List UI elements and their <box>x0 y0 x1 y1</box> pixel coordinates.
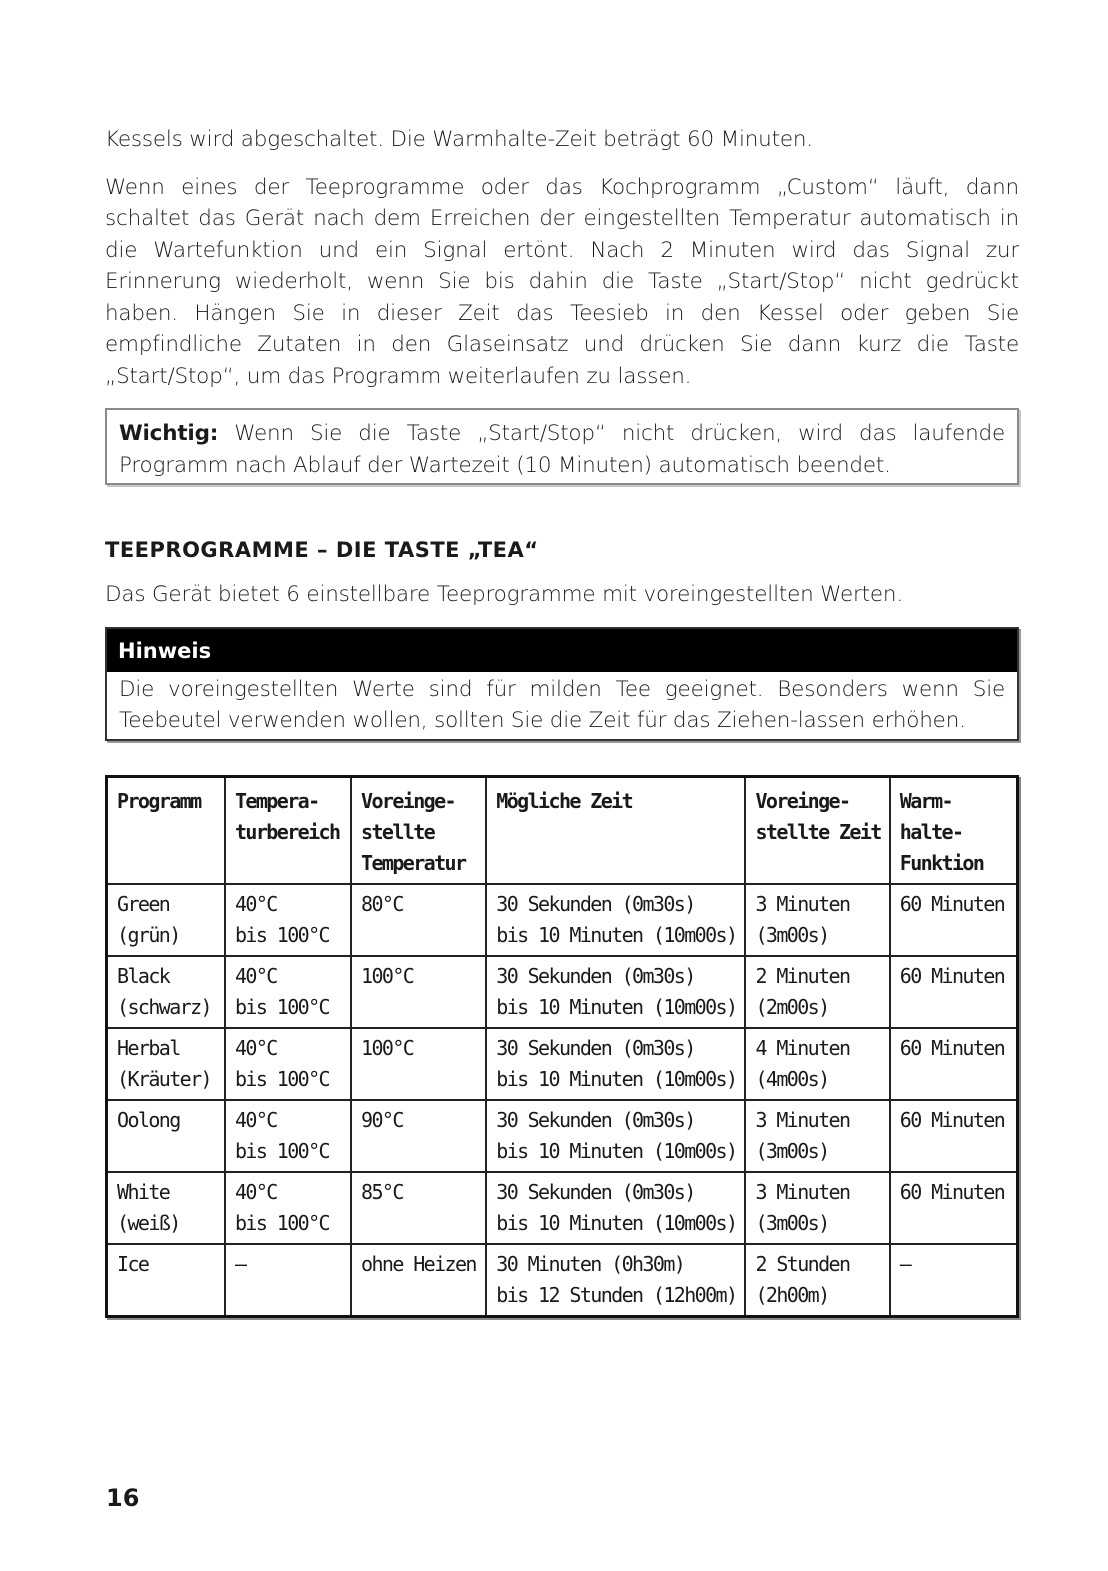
cell-line: 80°C <box>361 891 403 916</box>
hinweis-title: Hinweis <box>107 629 1017 672</box>
cell-line: (schwarz) <box>117 994 211 1019</box>
cell-line: 30 Minuten (0h30m) <box>496 1251 685 1276</box>
table-cell <box>107 884 225 956</box>
cell-line: 100°C <box>361 963 414 988</box>
cell-line: 40°C <box>234 1179 277 1204</box>
cell-line: – <box>899 1251 911 1276</box>
document-page <box>105 120 1019 1318</box>
cell-line: 60 Minuten <box>899 1035 1005 1060</box>
table-row <box>107 884 1018 956</box>
table-cell <box>486 1172 745 1244</box>
header-line: halte- <box>899 819 963 844</box>
table-cell <box>890 1172 1018 1244</box>
cell-line: (2m00s) <box>755 994 829 1019</box>
cell-line: – <box>234 1251 246 1276</box>
hinweis-box <box>105 627 1019 741</box>
cell-line: 3 Minuten <box>755 891 850 916</box>
cell-line: bis 10 Minuten (10m00s) <box>496 922 737 947</box>
cell-line: bis 100°C <box>234 1210 329 1235</box>
cell-line: 60 Minuten <box>899 963 1005 988</box>
table-cell <box>107 1028 225 1100</box>
header-line: Voreinge- <box>361 788 455 813</box>
table-cell <box>107 1172 225 1244</box>
important-notice-box <box>105 408 1019 485</box>
cell-line: (weiß) <box>117 1210 180 1235</box>
important-notice-text <box>119 418 1005 481</box>
cell-line: 40°C <box>234 1035 277 1060</box>
cell-line: bis 10 Minuten (10m00s) <box>496 1066 737 1091</box>
cell-line: 30 Sekunden (0m30s) <box>496 1107 695 1132</box>
table-cell <box>486 1244 745 1317</box>
cell-line: 3 Minuten <box>755 1107 850 1132</box>
cell-line: Ice <box>117 1251 149 1276</box>
cell-line: 40°C <box>234 1107 277 1132</box>
table-header-cell <box>107 776 225 884</box>
paragraph-wartefunktion: Wenn eines der Teeprogramme oder das Kochprogramm „Custom“ läuft, dann schaltet das Gerät nach dem Erreichen der eingestellten Temperatur automatisch in die Wartefunktion und ein Signal ertönt. Nach 2 Minuten wird das Signal zur Erinnerung wiederholt, wenn Sie bis dahin die Taste „Start/Stop“ nicht gedrückt haben. Hängen Sie in dieser Zeit das Teesieb in den Kessel oder geben Sie empfindliche Zutaten in den Glaseinsatz und drücken Sie dann kurz die Taste „Start/Stop“, um das Programm weiterlaufen zu lassen. <box>105 174 1019 389</box>
page-number: 16 <box>106 1484 140 1512</box>
table-cell <box>351 884 486 956</box>
table-cell <box>745 1172 889 1244</box>
header-line: Tempera- <box>234 788 319 813</box>
cell-line: Black <box>117 963 170 988</box>
cell-line: 85°C <box>361 1179 403 1204</box>
table-cell <box>107 1244 225 1317</box>
table-header-cell <box>486 776 745 884</box>
header-line: Temperatur <box>361 850 466 875</box>
cell-line: White <box>117 1179 170 1204</box>
header-line: Warm- <box>899 788 952 813</box>
table-header-cell <box>225 776 351 884</box>
cell-line: 100°C <box>361 1035 414 1060</box>
table-cell <box>745 1028 889 1100</box>
table-cell <box>745 1244 889 1317</box>
cell-line: ohne Heizen <box>361 1251 476 1276</box>
table-cell <box>225 956 351 1028</box>
table-body <box>107 884 1018 1317</box>
table-cell <box>225 1244 351 1317</box>
table-row <box>107 1172 1018 1244</box>
hinweis-text: Die voreingestellten Werte sind für milden Tee geeignet. Besonders wenn Sie Teebeutel verwenden wollen, sollten Sie die Zeit für das Ziehen-lassen erhöhen. <box>119 676 1005 733</box>
table-cell <box>351 1172 486 1244</box>
table-row <box>107 1028 1018 1100</box>
table-cell <box>351 1028 486 1100</box>
cell-line: bis 100°C <box>234 1138 329 1163</box>
important-label: Wichtig: <box>119 421 219 446</box>
table-cell <box>486 884 745 956</box>
cell-line: (2h00m) <box>755 1282 829 1307</box>
table-cell <box>225 884 351 956</box>
table-cell <box>890 956 1018 1028</box>
cell-line: 40°C <box>234 963 277 988</box>
paragraph-warmhalte: Kessels wird abgeschaltet. Die Warmhalte-Zeit beträgt 60 Minuten. <box>105 127 813 152</box>
table-cell <box>890 1028 1018 1100</box>
table-cell <box>225 1028 351 1100</box>
table-row <box>107 1244 1018 1317</box>
cell-line: 60 Minuten <box>899 1179 1005 1204</box>
header-line: turbereich <box>234 819 340 844</box>
cell-line: 4 Minuten <box>755 1035 850 1060</box>
header-line: stellte Zeit <box>755 819 881 844</box>
header-line: Voreinge- <box>755 788 850 813</box>
table-cell <box>351 1244 486 1317</box>
table-cell <box>890 1100 1018 1172</box>
section-intro: Das Gerät bietet 6 einstellbare Teeprogramme mit voreingestellten Werten. <box>105 582 903 607</box>
cell-line: Oolong <box>117 1107 180 1132</box>
table-cell <box>486 1028 745 1100</box>
table-header-row <box>107 776 1018 884</box>
cell-line: 3 Minuten <box>755 1179 850 1204</box>
cell-line: bis 100°C <box>234 922 329 947</box>
cell-line: bis 10 Minuten (10m00s) <box>496 1138 737 1163</box>
cell-line: bis 100°C <box>234 1066 329 1091</box>
cell-line: 60 Minuten <box>899 891 1005 916</box>
table-cell <box>351 956 486 1028</box>
table-row <box>107 956 1018 1028</box>
section-heading: TEEPROGRAMME – DIE TASTE „TEA“ <box>105 538 539 562</box>
table-cell <box>890 884 1018 956</box>
cell-line: (4m00s) <box>755 1066 829 1091</box>
important-body: Wenn Sie die Taste „Start/Stop“ nicht drücken, wird das laufende Programm nach Ablauf der Wartezeit (10 Minuten) automatisch beendet. <box>119 421 1005 478</box>
table-cell <box>745 1100 889 1172</box>
cell-line: 60 Minuten <box>899 1107 1005 1132</box>
table-cell <box>486 956 745 1028</box>
table-cell <box>745 956 889 1028</box>
table-cell <box>351 1100 486 1172</box>
cell-line: (3m00s) <box>755 922 829 947</box>
table-header-cell <box>890 776 1018 884</box>
table-row <box>107 1100 1018 1172</box>
cell-line: bis 100°C <box>234 994 329 1019</box>
header-line: Mögliche Zeit <box>496 788 633 813</box>
cell-line: 30 Sekunden (0m30s) <box>496 963 695 988</box>
table-cell <box>890 1244 1018 1317</box>
cell-line: Herbal <box>117 1035 180 1060</box>
table-cell <box>486 1100 745 1172</box>
tea-program-table <box>105 775 1019 1318</box>
cell-line: 30 Sekunden (0m30s) <box>496 891 695 916</box>
cell-line: bis 10 Minuten (10m00s) <box>496 994 737 1019</box>
header-line: Programm <box>117 788 201 813</box>
header-line: stellte <box>361 819 435 844</box>
hinweis-body <box>107 672 1017 739</box>
cell-line: (3m00s) <box>755 1138 829 1163</box>
cell-line: (grün) <box>117 922 180 947</box>
table-cell <box>225 1172 351 1244</box>
cell-line: bis 12 Stunden (12h00m) <box>496 1282 737 1307</box>
table-cell <box>107 956 225 1028</box>
cell-line: 2 Minuten <box>755 963 850 988</box>
table-cell <box>107 1100 225 1172</box>
header-line: Funktion <box>899 850 984 875</box>
cell-line: 40°C <box>234 891 277 916</box>
cell-line: 2 Stunden <box>755 1251 850 1276</box>
cell-line: (Kräuter) <box>117 1066 211 1091</box>
table-cell <box>745 884 889 956</box>
cell-line: Green <box>117 891 170 916</box>
table-cell <box>225 1100 351 1172</box>
cell-line: 30 Sekunden (0m30s) <box>496 1035 695 1060</box>
cell-line: 30 Sekunden (0m30s) <box>496 1179 695 1204</box>
cell-line: (3m00s) <box>755 1210 829 1235</box>
cell-line: 90°C <box>361 1107 403 1132</box>
table-header-cell <box>351 776 486 884</box>
cell-line: bis 10 Minuten (10m00s) <box>496 1210 737 1235</box>
table-header-cell <box>745 776 889 884</box>
